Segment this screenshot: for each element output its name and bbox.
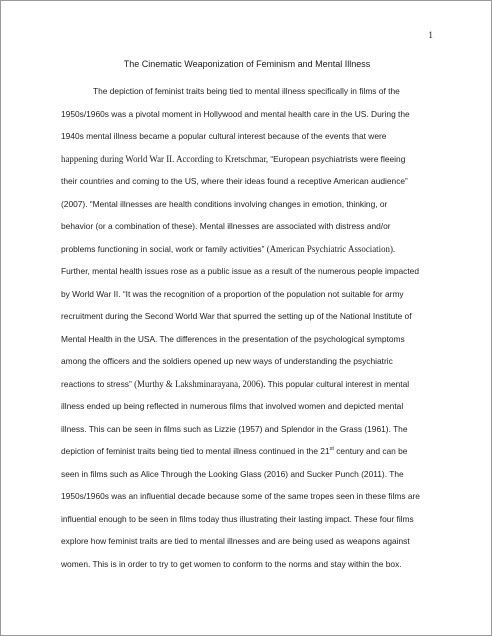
text-line (61, 463, 441, 486)
text-line (61, 103, 441, 126)
body-paragraph (61, 80, 441, 575)
page-number: 1 (428, 31, 433, 41)
text-line (61, 350, 441, 373)
text-segment: their countries and coming to the US, where their ideas found a receptive American audience” (61, 176, 408, 186)
text-segment: 1950s/1960s was an influential decade because some of the same tropes seen in these films are (61, 491, 420, 501)
text-line (61, 440, 441, 463)
text-line (61, 193, 441, 216)
text-segment: recruitment during the Second World War that spurred the setting up of the National Institute of (61, 311, 412, 321)
text-segment: (American Psychiatric Association). (266, 243, 396, 254)
text-line (61, 328, 441, 351)
text-segment: 1940s mental illness became a popular cultural interest because of the events that were (61, 131, 387, 141)
text-segment: illness. This can be seen in films such as Lizzie (1957) and Splendor in the Grass (1961). The (61, 423, 408, 434)
text-line (61, 238, 441, 261)
text-segment: among the officers and the soldiers opened up new ways of understanding the psychiatric (61, 356, 393, 366)
text-segment: explore how feminist traits are tied to mental illnesses and are being used as weapons against (61, 536, 410, 546)
text-segment: Further, mental health issues rose as a public issue as a result of the numerous people impacted (61, 266, 419, 276)
text-line (61, 125, 441, 148)
text-line (61, 148, 441, 171)
text-line (61, 553, 441, 576)
text-segment: depiction of feminist traits being tied to mental illness continued in the 21 (61, 446, 330, 456)
text-segment: 1950s/1960s was a pivotal moment in Hollywood and mental health care in the US. During the (61, 108, 410, 119)
text-segment: behavior (or a combination of these). Mental illnesses are associated with distress and/or (61, 221, 391, 231)
text-segment: Mental Health in the USA. The differences in the presentation of the psychological symptoms (61, 333, 405, 344)
text-segment: This popular cultural interest in mental (265, 378, 410, 389)
text-segment: (Murthy & Lakshminarayana, 2006). (134, 378, 266, 389)
text-segment: by World War II. “It was the recognition of a proportion of the population not suitable for army (61, 288, 404, 299)
text-line (61, 260, 441, 283)
document-title: The Cinematic Weaponization of Feminism and Mental Illness (123, 59, 371, 69)
text-segment: illness ended up being reflected in numerous films that involved women and depicted mental (61, 401, 404, 411)
text-line (61, 508, 441, 531)
text-segment: The depiction of feminist traits being tied to mental illness specifically in films of the (93, 86, 400, 96)
superscript-text: st (329, 446, 334, 453)
text-line (61, 283, 441, 306)
text-segment: (2007). “Mental illnesses are health conditions involving changes in emotion, thinking, or (61, 198, 388, 209)
text-line (61, 373, 441, 396)
text-segment: problems functioning in social, work or family activities” (61, 243, 267, 254)
text-line (61, 530, 441, 553)
text-segment: seen in films such as Alice Through the Looking Glass (2016) and Sucker Punch (2011). The (61, 468, 404, 479)
text-line (61, 80, 441, 103)
text-segment: century and can be (333, 446, 408, 456)
text-line (61, 170, 441, 193)
text-line (61, 418, 441, 441)
text-segment: influential enough to be seen in films today thus illustrating their lasting impact. These four films (61, 513, 414, 524)
text-segment: women. This is in order to try to get women to conform to the norms and stay within the box. (61, 558, 402, 569)
text-segment: reactions to stress” (61, 378, 135, 389)
text-line (61, 485, 441, 508)
text-line (61, 305, 441, 328)
text-line (61, 215, 441, 238)
text-line (61, 395, 441, 418)
text-segment: “European psychiatrists were fleeing (270, 153, 406, 164)
text-segment: happening during World War II. According to Kretschmar, (61, 153, 271, 164)
